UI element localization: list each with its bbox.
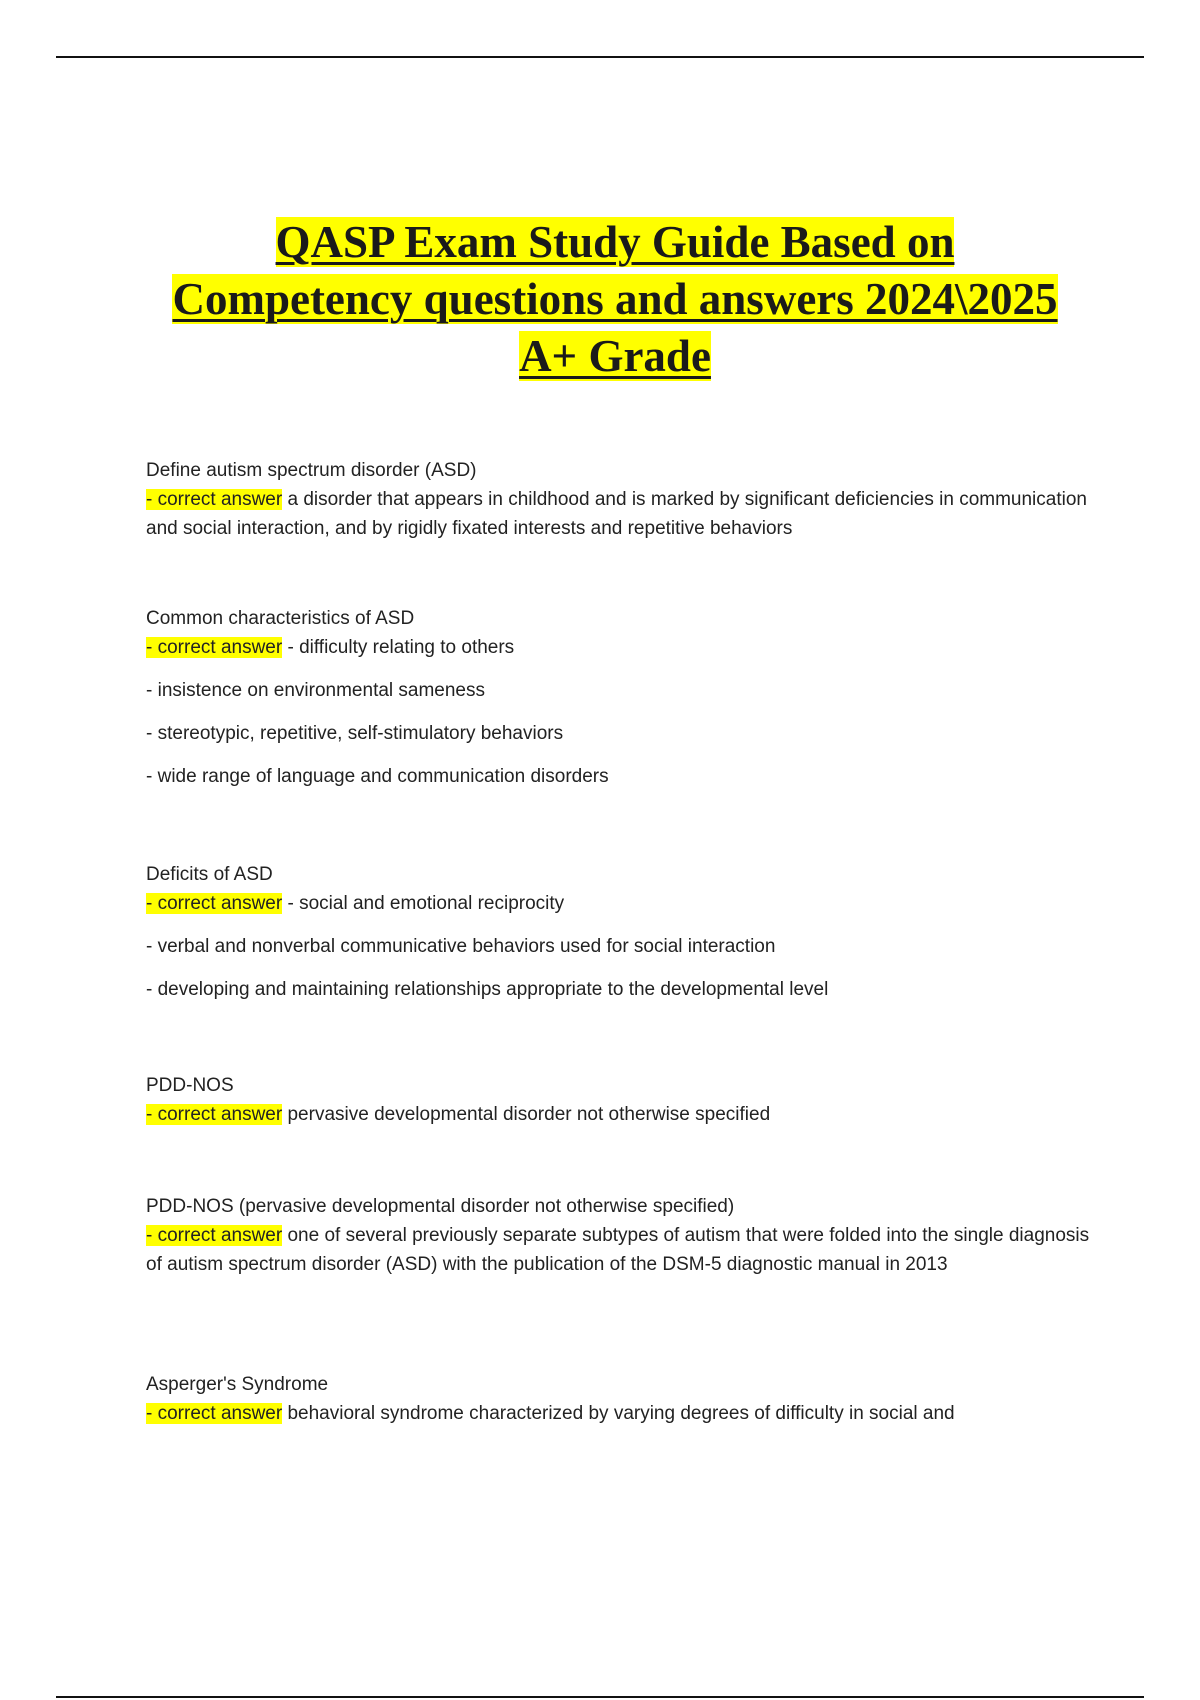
question-text: Define autism spectrum disorder (ASD) — [146, 460, 477, 481]
qa-entry — [146, 604, 1106, 791]
answer-text: - social and emotional reciprocity — [282, 893, 565, 914]
answer-paragraph — [146, 1399, 1106, 1428]
question-text: Deficits of ASD — [146, 864, 273, 885]
answer-text: one of several previously separate subtypes of autism that were folded into the single diagnosis of autism spectrum disorder (ASD) with the publication of the DSM-5 diagnostic manual in 2013 — [146, 1225, 1090, 1275]
answer-paragraph — [146, 633, 1106, 662]
qa-entry — [146, 860, 1106, 1004]
document-title — [140, 214, 1090, 385]
title-line-1: QASP Exam Study Guide Based on — [275, 217, 955, 267]
answer-paragraph — [146, 889, 1106, 918]
question-text: Asperger's Syndrome — [146, 1374, 329, 1395]
answer-text: pervasive developmental disorder not otherwise specified — [282, 1104, 771, 1125]
question-text: PDD-NOS (pervasive developmental disorder not otherwise specified) — [146, 1196, 735, 1217]
answer-text: behavioral syndrome characterized by varying degrees of difficulty in social and — [282, 1403, 955, 1424]
question-text: PDD-NOS — [146, 1075, 234, 1096]
bottom-rule — [56, 1696, 1144, 1698]
answer-paragraph — [146, 485, 1106, 543]
answer-bullet: - developing and maintaining relationships appropriate to the developmental level — [146, 979, 829, 1000]
answer-bullet: - stereotypic, repetitive, self-stimulatory behaviors — [146, 723, 564, 744]
answer-bullet: - wide range of language and communication disorders — [146, 766, 609, 787]
answer-marker: - correct answer — [146, 1104, 283, 1125]
answer-text: - difficulty relating to others — [282, 637, 515, 658]
qa-entry — [146, 1370, 1106, 1428]
answer-paragraph — [146, 1100, 1106, 1129]
title-line-2: Competency questions and answers 2024\2025 — [172, 274, 1058, 324]
answer-bullet: - verbal and nonverbal communicative behaviors used for social interaction — [146, 936, 776, 957]
question-text: Common characteristics of ASD — [146, 608, 415, 629]
qa-entry — [146, 456, 1106, 543]
answer-marker: - correct answer — [146, 1403, 283, 1424]
top-rule — [56, 56, 1144, 58]
answer-marker: - correct answer — [146, 489, 283, 510]
qa-entry — [146, 1071, 1106, 1129]
answer-marker: - correct answer — [146, 637, 283, 658]
answer-marker: - correct answer — [146, 1225, 283, 1246]
answer-paragraph — [146, 1221, 1106, 1279]
title-line-3: A+ Grade — [519, 331, 711, 381]
answer-marker: - correct answer — [146, 893, 283, 914]
answer-text: a disorder that appears in childhood and is marked by significant deficiencies in communication and social interaction, and by rigidly fixated interests and repetitive behaviors — [146, 489, 1087, 539]
qa-entry — [146, 1192, 1106, 1279]
answer-bullet: - insistence on environmental sameness — [146, 680, 486, 701]
